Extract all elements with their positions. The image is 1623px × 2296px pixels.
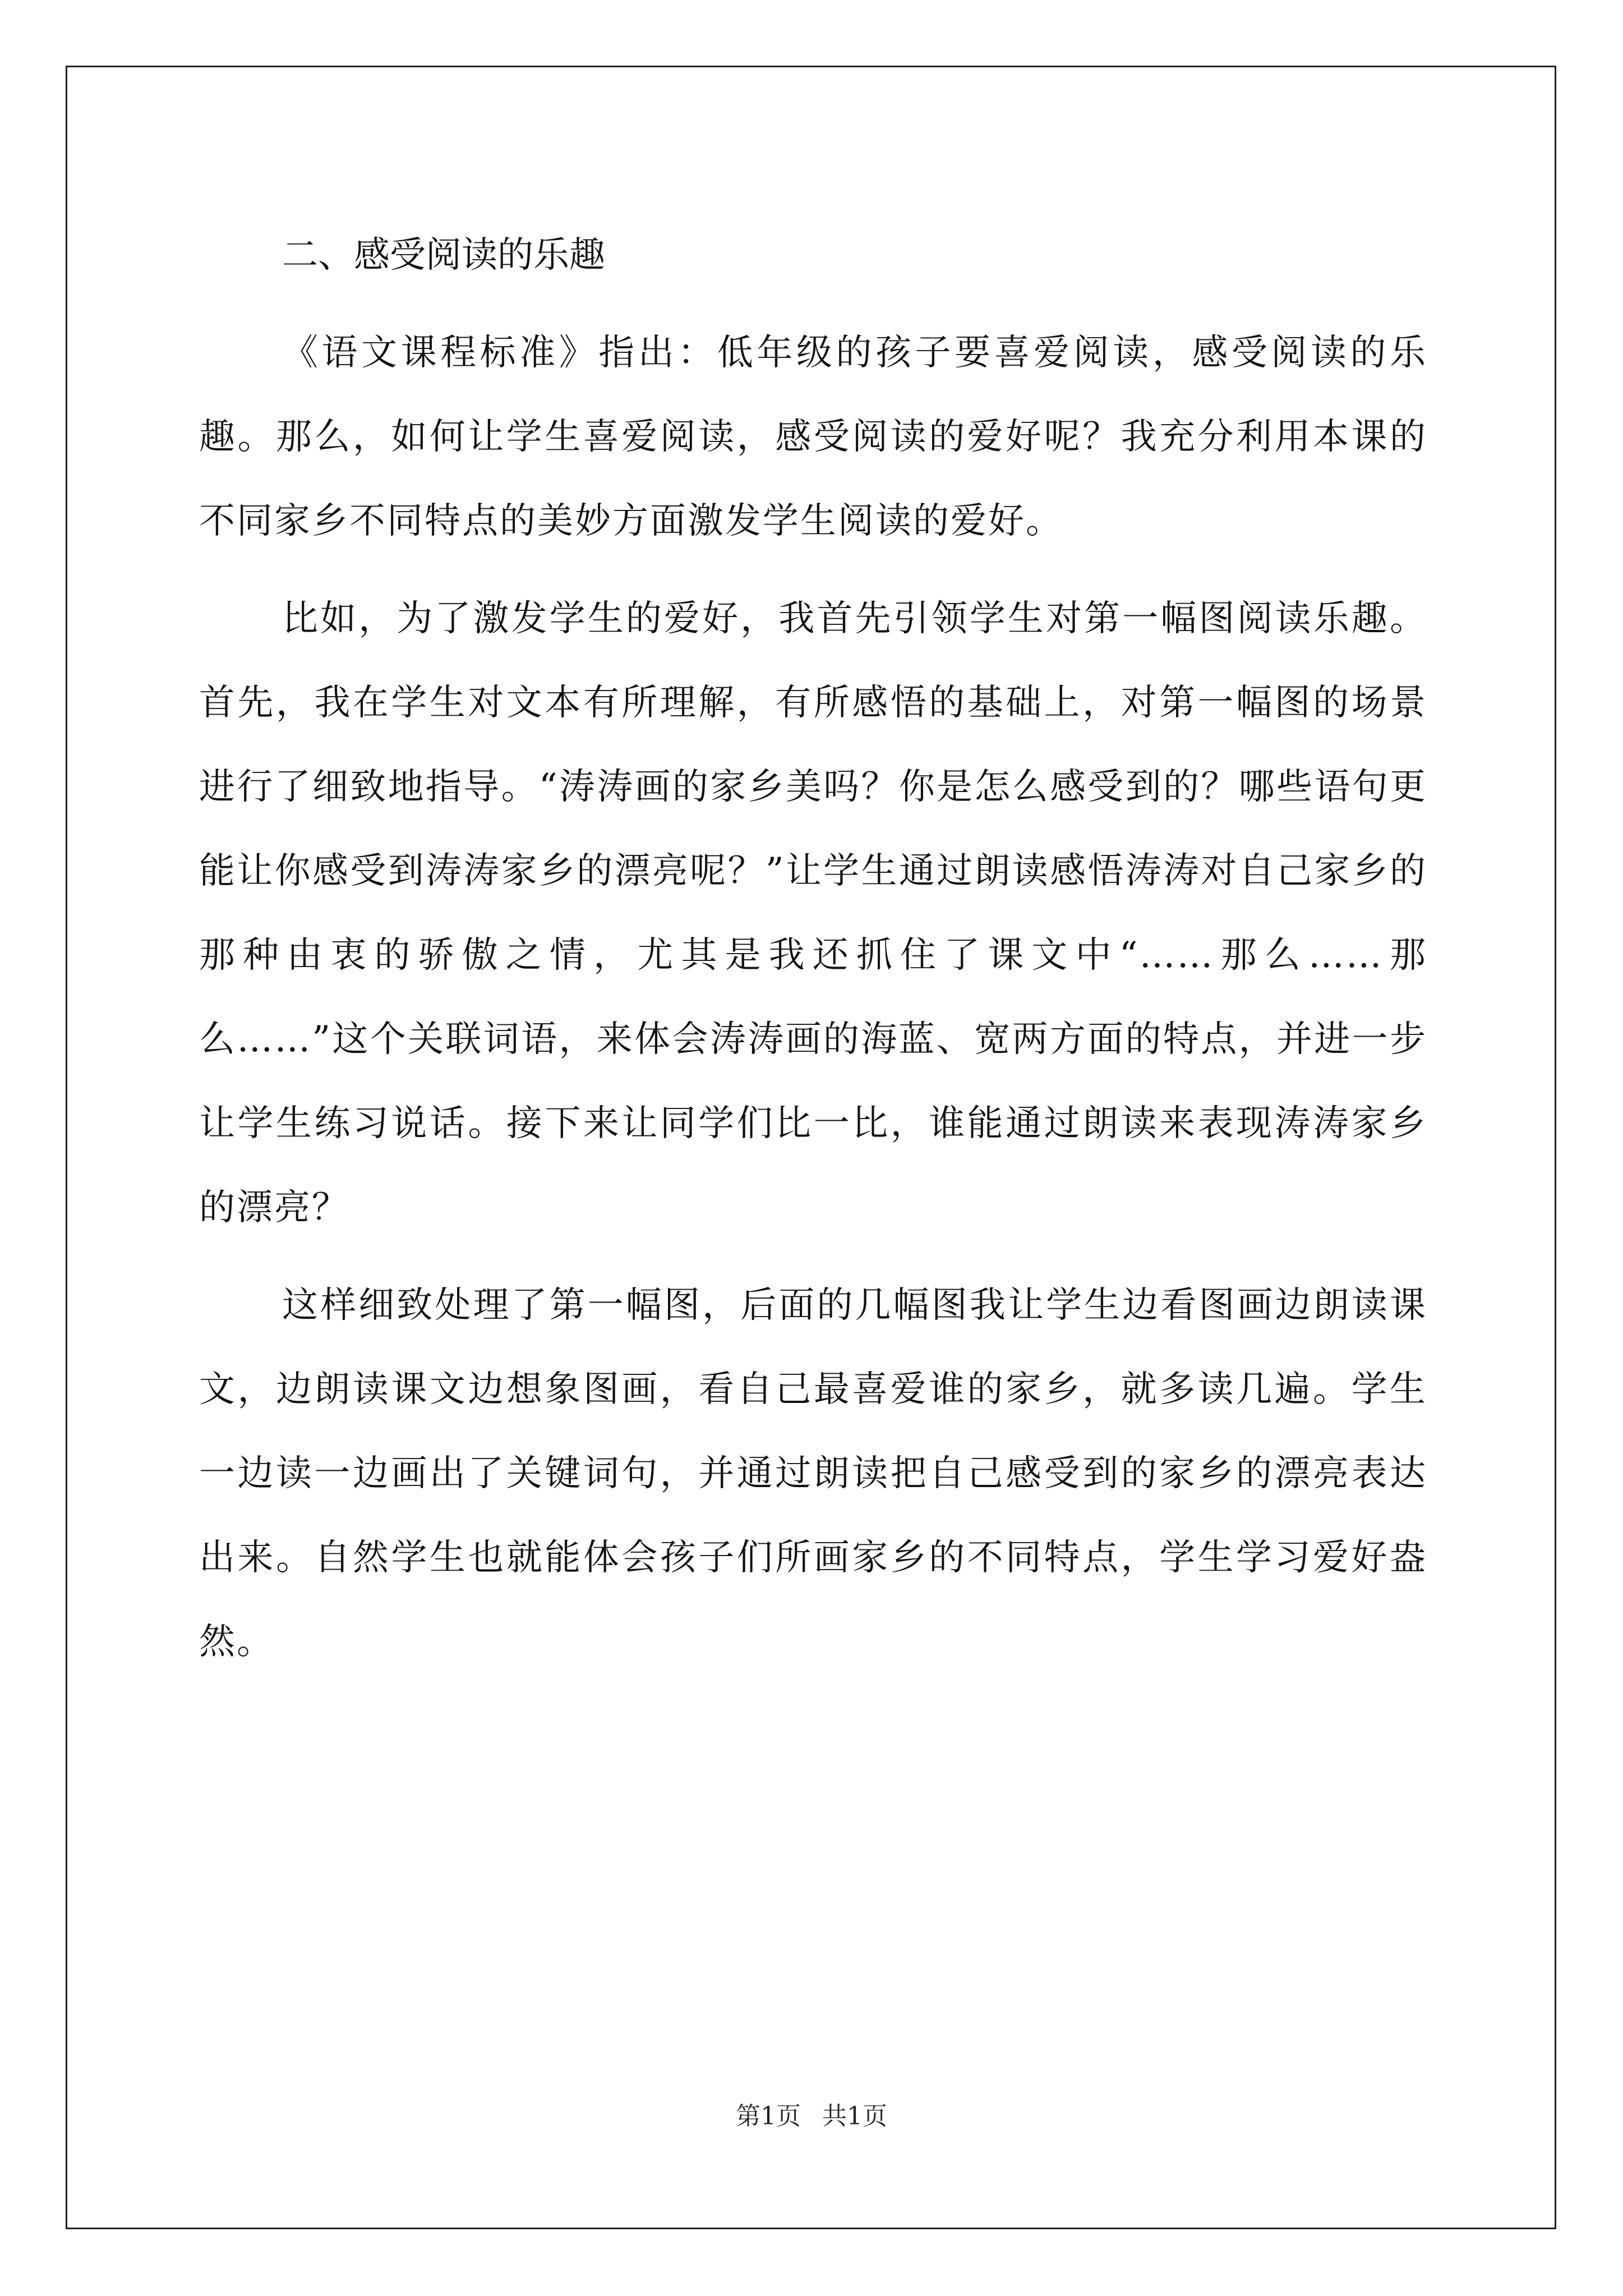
page-footer	[0, 2096, 1623, 2132]
document-body	[199, 213, 1427, 1684]
paragraph-1: 《语文课程标准》指出：低年级的孩子要喜爱阅读，感受阅读的乐趣。那么，如何让学生喜爱阅读，感受阅读的爱好呢？我充分利用本课的不同家乡不同特点的美妙方面激发学生阅读的爱好。	[199, 332, 1427, 542]
page-number-current: 第1页	[736, 2102, 801, 2131]
section-heading: 二、感受阅读的乐趣	[282, 234, 605, 276]
page-number-total: 共1页	[822, 2102, 887, 2131]
paragraph-2: 比如，为了激发学生的爱好，我首先引领学生对第一幅图阅读乐趣。首先，我在学生对文本有所理解，有所感悟的基础上，对第一幅图的场景进行了细致地指导。“涛涛画的家乡美吗？你是怎么感受到的？哪些语句更能让你感受到涛涛家乡的漂亮呢？”让学生通过朗读感悟涛涛对自己家乡的那种由衷的骄傲之情，尤其是我还抓住了课文中“……那么……那么……”这个关联词语，来体会涛涛画的海蓝、宽两方面的特点，并进一步让学生练习说话。接下来让同学们比一比，谁能通过朗读来表现涛涛家乡的漂亮？	[199, 598, 1427, 1228]
paragraph-3: 这样细致处理了第一幅图，后面的几幅图我让学生边看图画边朗读课文，边朗读课文边想象图画，看自己最喜爱谁的家乡，就多读几遍。学生一边读一边画出了关键词句，并通过朗读把自己感受到的家乡的漂亮表达出来。自然学生也就能体会孩子们所画家乡的不同特点，学生学习爱好盎然。	[199, 1285, 1427, 1663]
